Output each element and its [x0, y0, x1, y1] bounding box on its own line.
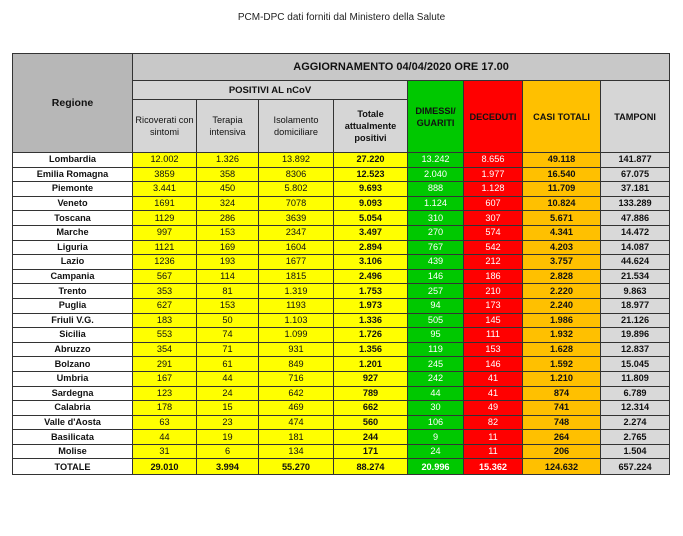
regione-cell: Trento: [13, 284, 133, 299]
totale-positivi-cell: 789: [334, 386, 408, 401]
dimessi-cell: 13.242: [408, 153, 464, 168]
table-row: [13, 415, 670, 430]
tamponi-cell: 14.472: [601, 225, 670, 240]
isolamento-cell: 1193: [259, 298, 334, 313]
isolamento-cell: 3639: [259, 211, 334, 226]
terapia-cell: 6: [197, 444, 259, 459]
terapia-cell: 193: [197, 255, 259, 270]
dimessi-cell: 439: [408, 255, 464, 270]
totale-positivi-cell: 2.496: [334, 269, 408, 284]
tamponi-cell: 12.837: [601, 342, 670, 357]
isolamento-cell: 5.802: [259, 182, 334, 197]
casi-totali-cell: 264: [523, 430, 601, 445]
dimessi-cell: 95: [408, 328, 464, 343]
regione-cell: Liguria: [13, 240, 133, 255]
isolamento-cell: 1.099: [259, 328, 334, 343]
dimessi-cell: 505: [408, 313, 464, 328]
ricoverati-cell: 183: [133, 313, 197, 328]
update-title: AGGIORNAMENTO 04/04/2020 ORE 17.00: [133, 54, 670, 81]
casi-totali-cell: 741: [523, 401, 601, 416]
tamponi-cell: 1.504: [601, 444, 670, 459]
deceduti-cell: 574: [464, 225, 523, 240]
regione-cell: Calabria: [13, 401, 133, 416]
regione-cell: Sicilia: [13, 328, 133, 343]
totale-positivi-cell: 1.753: [334, 284, 408, 299]
regione-cell: Puglia: [13, 298, 133, 313]
dimessi-cell: 270: [408, 225, 464, 240]
casi-totali-column-header: CASI TOTALI: [523, 81, 601, 153]
casi-totali-cell: 4.341: [523, 225, 601, 240]
deceduti-column-header: DECEDUTI: [464, 81, 523, 153]
dimessi-cell: 888: [408, 182, 464, 197]
casi-totali-cell: 2.220: [523, 284, 601, 299]
tamponi-cell: 67.075: [601, 167, 670, 182]
tamponi-cell: 133.289: [601, 196, 670, 211]
deceduti-cell: 82: [464, 415, 523, 430]
ricoverati-cell: 1129: [133, 211, 197, 226]
totale-positivi-cell: 927: [334, 371, 408, 386]
terapia-cell: 61: [197, 357, 259, 372]
regione-cell: Bolzano: [13, 357, 133, 372]
deceduti-cell: 1.128: [464, 182, 523, 197]
casi-totali-cell: 1.592: [523, 357, 601, 372]
dimessi-cell: 245: [408, 357, 464, 372]
totale-positivi-cell: 3.497: [334, 225, 408, 240]
casi-totali-cell: 124.632: [523, 459, 601, 475]
totale-positivi-cell: 27.220: [334, 153, 408, 168]
tamponi-cell: 9.863: [601, 284, 670, 299]
deceduti-cell: 173: [464, 298, 523, 313]
terapia-cell: 23: [197, 415, 259, 430]
dimessi-cell: 94: [408, 298, 464, 313]
tamponi-cell: 37.181: [601, 182, 670, 197]
casi-totali-cell: 11.709: [523, 182, 601, 197]
deceduti-cell: 153: [464, 342, 523, 357]
ricoverati-cell: 553: [133, 328, 197, 343]
casi-totali-cell: 5.671: [523, 211, 601, 226]
ricoverati-cell: 997: [133, 225, 197, 240]
regione-cell: Molise: [13, 444, 133, 459]
ricoverati-cell: 627: [133, 298, 197, 313]
isolamento-cell: 1815: [259, 269, 334, 284]
dimessi-cell: 257: [408, 284, 464, 299]
dimessi-cell: 20.996: [408, 459, 464, 475]
ricoverati-cell: 567: [133, 269, 197, 284]
isolamento-cell: 134: [259, 444, 334, 459]
table-row: [13, 357, 670, 372]
tamponi-cell: 14.087: [601, 240, 670, 255]
table-row: [13, 430, 670, 445]
table-row: [13, 284, 670, 299]
ricoverati-cell: 123: [133, 386, 197, 401]
terapia-cell: 324: [197, 196, 259, 211]
covid-data-table: [12, 53, 670, 475]
deceduti-cell: 145: [464, 313, 523, 328]
casi-totali-cell: 874: [523, 386, 601, 401]
regione-cell: Abruzzo: [13, 342, 133, 357]
isolamento-cell: 1604: [259, 240, 334, 255]
isolamento-cell: 2347: [259, 225, 334, 240]
tamponi-cell: 657.224: [601, 459, 670, 475]
total-row: [13, 459, 670, 475]
regione-cell: Valle d'Aosta: [13, 415, 133, 430]
totale-positivi-cell: 1.356: [334, 342, 408, 357]
totale-positivi-cell: 244: [334, 430, 408, 445]
ricoverati-cell: 354: [133, 342, 197, 357]
deceduti-cell: 11: [464, 444, 523, 459]
terapia-cell: 358: [197, 167, 259, 182]
totale-positivi-column-header: Totale attualmente positivi: [334, 100, 408, 153]
table-row: [13, 342, 670, 357]
regione-cell: Veneto: [13, 196, 133, 211]
totale-positivi-cell: 1.336: [334, 313, 408, 328]
tamponi-cell: 11.809: [601, 371, 670, 386]
deceduti-cell: 11: [464, 430, 523, 445]
dimessi-cell: 30: [408, 401, 464, 416]
casi-totali-cell: 206: [523, 444, 601, 459]
totale-positivi-cell: 1.726: [334, 328, 408, 343]
ricoverati-cell: 167: [133, 371, 197, 386]
deceduti-cell: 542: [464, 240, 523, 255]
casi-totali-cell: 1.986: [523, 313, 601, 328]
positivi-group-header: POSITIVI AL nCoV: [133, 81, 408, 100]
table-row: [13, 313, 670, 328]
regione-cell: Marche: [13, 225, 133, 240]
deceduti-cell: 41: [464, 371, 523, 386]
table-row: [13, 225, 670, 240]
regione-cell: Campania: [13, 269, 133, 284]
totale-positivi-cell: 560: [334, 415, 408, 430]
table-row: [13, 211, 670, 226]
isolamento-cell: 716: [259, 371, 334, 386]
tamponi-cell: 12.314: [601, 401, 670, 416]
casi-totali-cell: 10.824: [523, 196, 601, 211]
deceduti-cell: 8.656: [464, 153, 523, 168]
isolamento-cell: 7078: [259, 196, 334, 211]
isolamento-cell: 55.270: [259, 459, 334, 475]
terapia-cell: 71: [197, 342, 259, 357]
isolamento-cell: 181: [259, 430, 334, 445]
isolamento-cell: 849: [259, 357, 334, 372]
tamponi-cell: 21.126: [601, 313, 670, 328]
tamponi-cell: 2.765: [601, 430, 670, 445]
terapia-cell: 15: [197, 401, 259, 416]
terapia-cell: 24: [197, 386, 259, 401]
isolamento-cell: 1.103: [259, 313, 334, 328]
terapia-cell: 50: [197, 313, 259, 328]
deceduti-cell: 111: [464, 328, 523, 343]
terapia-cell: 74: [197, 328, 259, 343]
deceduti-cell: 1.977: [464, 167, 523, 182]
dimessi-cell: 119: [408, 342, 464, 357]
isolamento-cell: 469: [259, 401, 334, 416]
totale-positivi-cell: 2.894: [334, 240, 408, 255]
ricoverati-cell: 3.441: [133, 182, 197, 197]
ricoverati-cell: 291: [133, 357, 197, 372]
totale-positivi-cell: 9.093: [334, 196, 408, 211]
ricoverati-column-header: Ricoverati con sintomi: [133, 100, 197, 153]
dimessi-cell: 310: [408, 211, 464, 226]
casi-totali-cell: 1.210: [523, 371, 601, 386]
terapia-cell: 450: [197, 182, 259, 197]
isolamento-cell: 13.892: [259, 153, 334, 168]
terapia-cell: 169: [197, 240, 259, 255]
regione-cell: Umbria: [13, 371, 133, 386]
totale-positivi-cell: 171: [334, 444, 408, 459]
terapia-cell: 44: [197, 371, 259, 386]
table-row: [13, 153, 670, 168]
ricoverati-cell: 63: [133, 415, 197, 430]
casi-totali-cell: 1.628: [523, 342, 601, 357]
regione-cell: Piemonte: [13, 182, 133, 197]
table-row: [13, 444, 670, 459]
table-row: [13, 298, 670, 313]
table-row: [13, 240, 670, 255]
table-row: [13, 269, 670, 284]
ricoverati-cell: 3859: [133, 167, 197, 182]
totale-positivi-cell: 12.523: [334, 167, 408, 182]
dimessi-column-header: DIMESSI/ GUARITI: [408, 81, 464, 153]
table-row: [13, 401, 670, 416]
ricoverati-cell: 1691: [133, 196, 197, 211]
isolamento-cell: 8306: [259, 167, 334, 182]
dimessi-cell: 767: [408, 240, 464, 255]
dimessi-cell: 2.040: [408, 167, 464, 182]
regione-cell: Toscana: [13, 211, 133, 226]
regione-cell: Emilia Romagna: [13, 167, 133, 182]
isolamento-cell: 474: [259, 415, 334, 430]
isolamento-column-header: Isolamento domiciliare: [259, 100, 334, 153]
terapia-cell: 81: [197, 284, 259, 299]
totale-positivi-cell: 3.106: [334, 255, 408, 270]
dimessi-cell: 1.124: [408, 196, 464, 211]
deceduti-cell: 607: [464, 196, 523, 211]
regione-cell: TOTALE: [13, 459, 133, 475]
table-row: [13, 328, 670, 343]
regione-cell: Lazio: [13, 255, 133, 270]
terapia-column-header: Terapia intensiva: [197, 100, 259, 153]
ricoverati-cell: 44: [133, 430, 197, 445]
deceduti-cell: 212: [464, 255, 523, 270]
ricoverati-cell: 31: [133, 444, 197, 459]
totale-positivi-cell: 662: [334, 401, 408, 416]
tamponi-cell: 141.877: [601, 153, 670, 168]
isolamento-cell: 931: [259, 342, 334, 357]
dimessi-cell: 146: [408, 269, 464, 284]
casi-totali-cell: 748: [523, 415, 601, 430]
casi-totali-cell: 16.540: [523, 167, 601, 182]
ricoverati-cell: 12.002: [133, 153, 197, 168]
totale-positivi-cell: 9.693: [334, 182, 408, 197]
totale-positivi-cell: 1.973: [334, 298, 408, 313]
casi-totali-cell: 3.757: [523, 255, 601, 270]
isolamento-cell: 1677: [259, 255, 334, 270]
table-body: [13, 153, 670, 475]
table-row: [13, 196, 670, 211]
regione-cell: Basilicata: [13, 430, 133, 445]
table-row: [13, 182, 670, 197]
dimessi-cell: 44: [408, 386, 464, 401]
dimessi-cell: 24: [408, 444, 464, 459]
tamponi-column-header: TAMPONI: [601, 81, 670, 153]
tamponi-cell: 19.896: [601, 328, 670, 343]
deceduti-cell: 146: [464, 357, 523, 372]
region-column-header: Regione: [13, 54, 133, 153]
terapia-cell: 114: [197, 269, 259, 284]
ricoverati-cell: 353: [133, 284, 197, 299]
tamponi-cell: 18.977: [601, 298, 670, 313]
terapia-cell: 153: [197, 298, 259, 313]
dimessi-cell: 9: [408, 430, 464, 445]
terapia-cell: 286: [197, 211, 259, 226]
ricoverati-cell: 1236: [133, 255, 197, 270]
regione-cell: Lombardia: [13, 153, 133, 168]
table-row: [13, 255, 670, 270]
casi-totali-cell: 2.240: [523, 298, 601, 313]
tamponi-cell: 6.789: [601, 386, 670, 401]
table-row: [13, 386, 670, 401]
tamponi-cell: 47.886: [601, 211, 670, 226]
regione-cell: Sardegna: [13, 386, 133, 401]
terapia-cell: 19: [197, 430, 259, 445]
casi-totali-cell: 49.118: [523, 153, 601, 168]
ricoverati-cell: 29.010: [133, 459, 197, 475]
totale-positivi-cell: 88.274: [334, 459, 408, 475]
tamponi-cell: 44.624: [601, 255, 670, 270]
table-row: [13, 167, 670, 182]
deceduti-cell: 307: [464, 211, 523, 226]
regione-cell: Friuli V.G.: [13, 313, 133, 328]
casi-totali-cell: 2.828: [523, 269, 601, 284]
terapia-cell: 153: [197, 225, 259, 240]
tamponi-cell: 15.045: [601, 357, 670, 372]
deceduti-cell: 41: [464, 386, 523, 401]
terapia-cell: 3.994: [197, 459, 259, 475]
table-row: [13, 371, 670, 386]
totale-positivi-cell: 1.201: [334, 357, 408, 372]
isolamento-cell: 642: [259, 386, 334, 401]
casi-totali-cell: 4.203: [523, 240, 601, 255]
terapia-cell: 1.326: [197, 153, 259, 168]
deceduti-cell: 49: [464, 401, 523, 416]
dimessi-cell: 242: [408, 371, 464, 386]
ricoverati-cell: 1121: [133, 240, 197, 255]
deceduti-cell: 210: [464, 284, 523, 299]
dimessi-cell: 106: [408, 415, 464, 430]
totale-positivi-cell: 5.054: [334, 211, 408, 226]
deceduti-cell: 186: [464, 269, 523, 284]
isolamento-cell: 1.319: [259, 284, 334, 299]
casi-totali-cell: 1.932: [523, 328, 601, 343]
document-caption: PCM-DPC dati forniti dal Ministero della Salute: [237, 12, 446, 23]
tamponi-cell: 21.534: [601, 269, 670, 284]
ricoverati-cell: 178: [133, 401, 197, 416]
tamponi-cell: 2.274: [601, 415, 670, 430]
deceduti-cell: 15.362: [464, 459, 523, 475]
